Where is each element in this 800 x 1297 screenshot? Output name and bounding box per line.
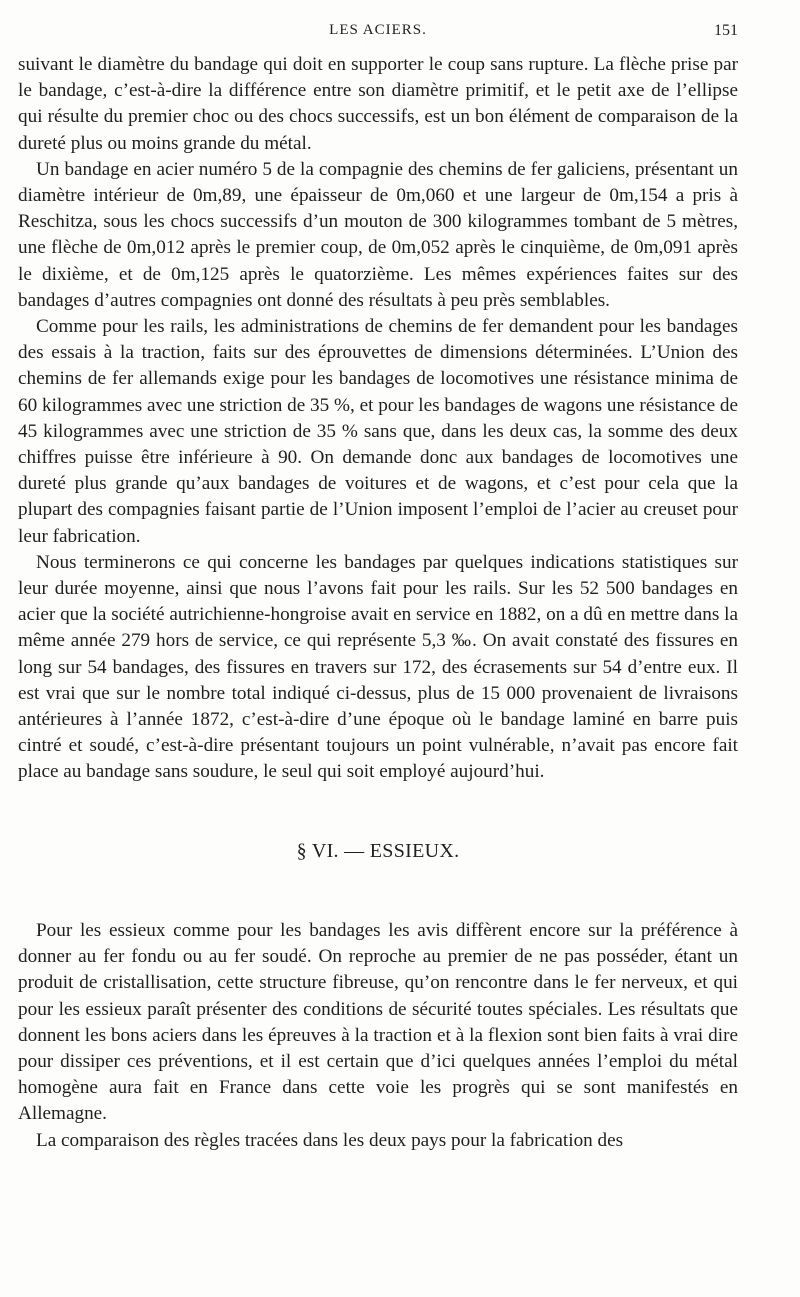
paragraph-bandage-test: Un bandage en acier numéro 5 de la compagnie des chemins de fer galiciens, présentant un diamètre intérieur de 0m,89, une épaisseur de 0m,060 et une largeur de 0m,154 a pris à Reschitza, sous les chocs successifs d’un mouton de 300 kilogrammes tombant de 5 mètres, une flèche de 0m,012 après le premier coup, de 0m,052 après le cinquième, de 0m,091 après le dixième, et de 0m,125 après le quatorzième. Les mêmes expériences faites sur des bandages d’autres compagnies ont donné des résultats à peu près semblables. (18, 158, 738, 311)
paragraph-continued: suivant le diamètre du bandage qui doit en supporter le coup sans rupture. La flèche prise par le bandage, c’est-à-dire la différence entre son diamètre primitif, et le petit axe de l’ellipse qui résulte du premier choc ou des chocs successifs, est un bon élément de comparaison de la dureté plus ou moins grande du métal. (18, 54, 738, 154)
paragraph-essieux: Pour les essieux comme pour les bandages les avis diffèrent encore sur la préférence à donner au fer fondu ou au fer soudé. On reproche au premier de ne pas posséder, étant un produit de cristallisation, cette structure fibreuse, qu’on rencontre dans le fer nerveux, et qui pour les essieux paraît présenter des conditions de sécurité toutes spéciales. Les résultats que donnent les bons aciers dans les épreuves à la traction et à la flexion sont bien faits à vrai dire pour dissiper ces préventions, et il est certain que d’ici quelques années l’emploi du métal homogène aura fait en France dans cette voie les progrès qui se sont manifestés en Allemagne. (18, 919, 738, 1125)
paragraph-comparison: La comparaison des règles tracées dans les deux pays pour la fabrication des (36, 1129, 624, 1151)
paragraph-statistics: Nous terminerons ce qui concerne les bandages par quelques indications statistiques sur leur durée moyenne, ainsi que nous l’avons fait pour les rails. Sur les 52 500 bandages en acier que la société autrichienne-hongroise avait en service en 1882, on a dû en mettre dans la même année 279 hors de service, ce qui représente 5,3 ‰. On avait constaté des fissures en long sur 54 bandages, des fissures en travers sur 172, des écrasements sur 54 d’entre eux. Il est vrai que sur le nombre total indiqué ci-dessus, plus de 15 000 provenaient de livraisons antérieures à l’année 1872, c’est-à-dire d’une époque où le bandage laminé en barre puis cintré et soudé, c’est-à-dire présentant toujours un point vulnérable, n’avait pas encore fait place au bandage sans soudure, le seul qui soit employé aujourd’hui. (18, 551, 738, 783)
body-text (18, 52, 738, 1154)
section-heading: § VI. — ESSIEUX. (296, 839, 460, 862)
running-head (18, 22, 738, 46)
running-title: LES ACIERS. (329, 22, 427, 38)
page-number: 151 (714, 22, 738, 39)
paragraph-traction-tests: Comme pour les rails, les administrations de chemins de fer demandent pour les bandages des essais à la traction, faits sur des éprouvettes de dimensions déterminées. L’Union des chemins de fer allemands exige pour les bandages de locomotives une résistance minima de 60 kilogrammes avec une striction de 35 %, et pour les bandages de wagons une résistance de 45 kilogrammes avec une striction de 35 % sans que, dans les deux cas, la somme des deux chiffres puisse être inférieure à 90. On demande donc aux bandages de locomotives une dureté plus grande qu’aux bandages de voitures et de wagons, et c’est pour cela que la plupart des compagnies faisant partie de l’Union imposent l’emploi de l’acier au creuset pour leur fabrication. (18, 316, 738, 547)
